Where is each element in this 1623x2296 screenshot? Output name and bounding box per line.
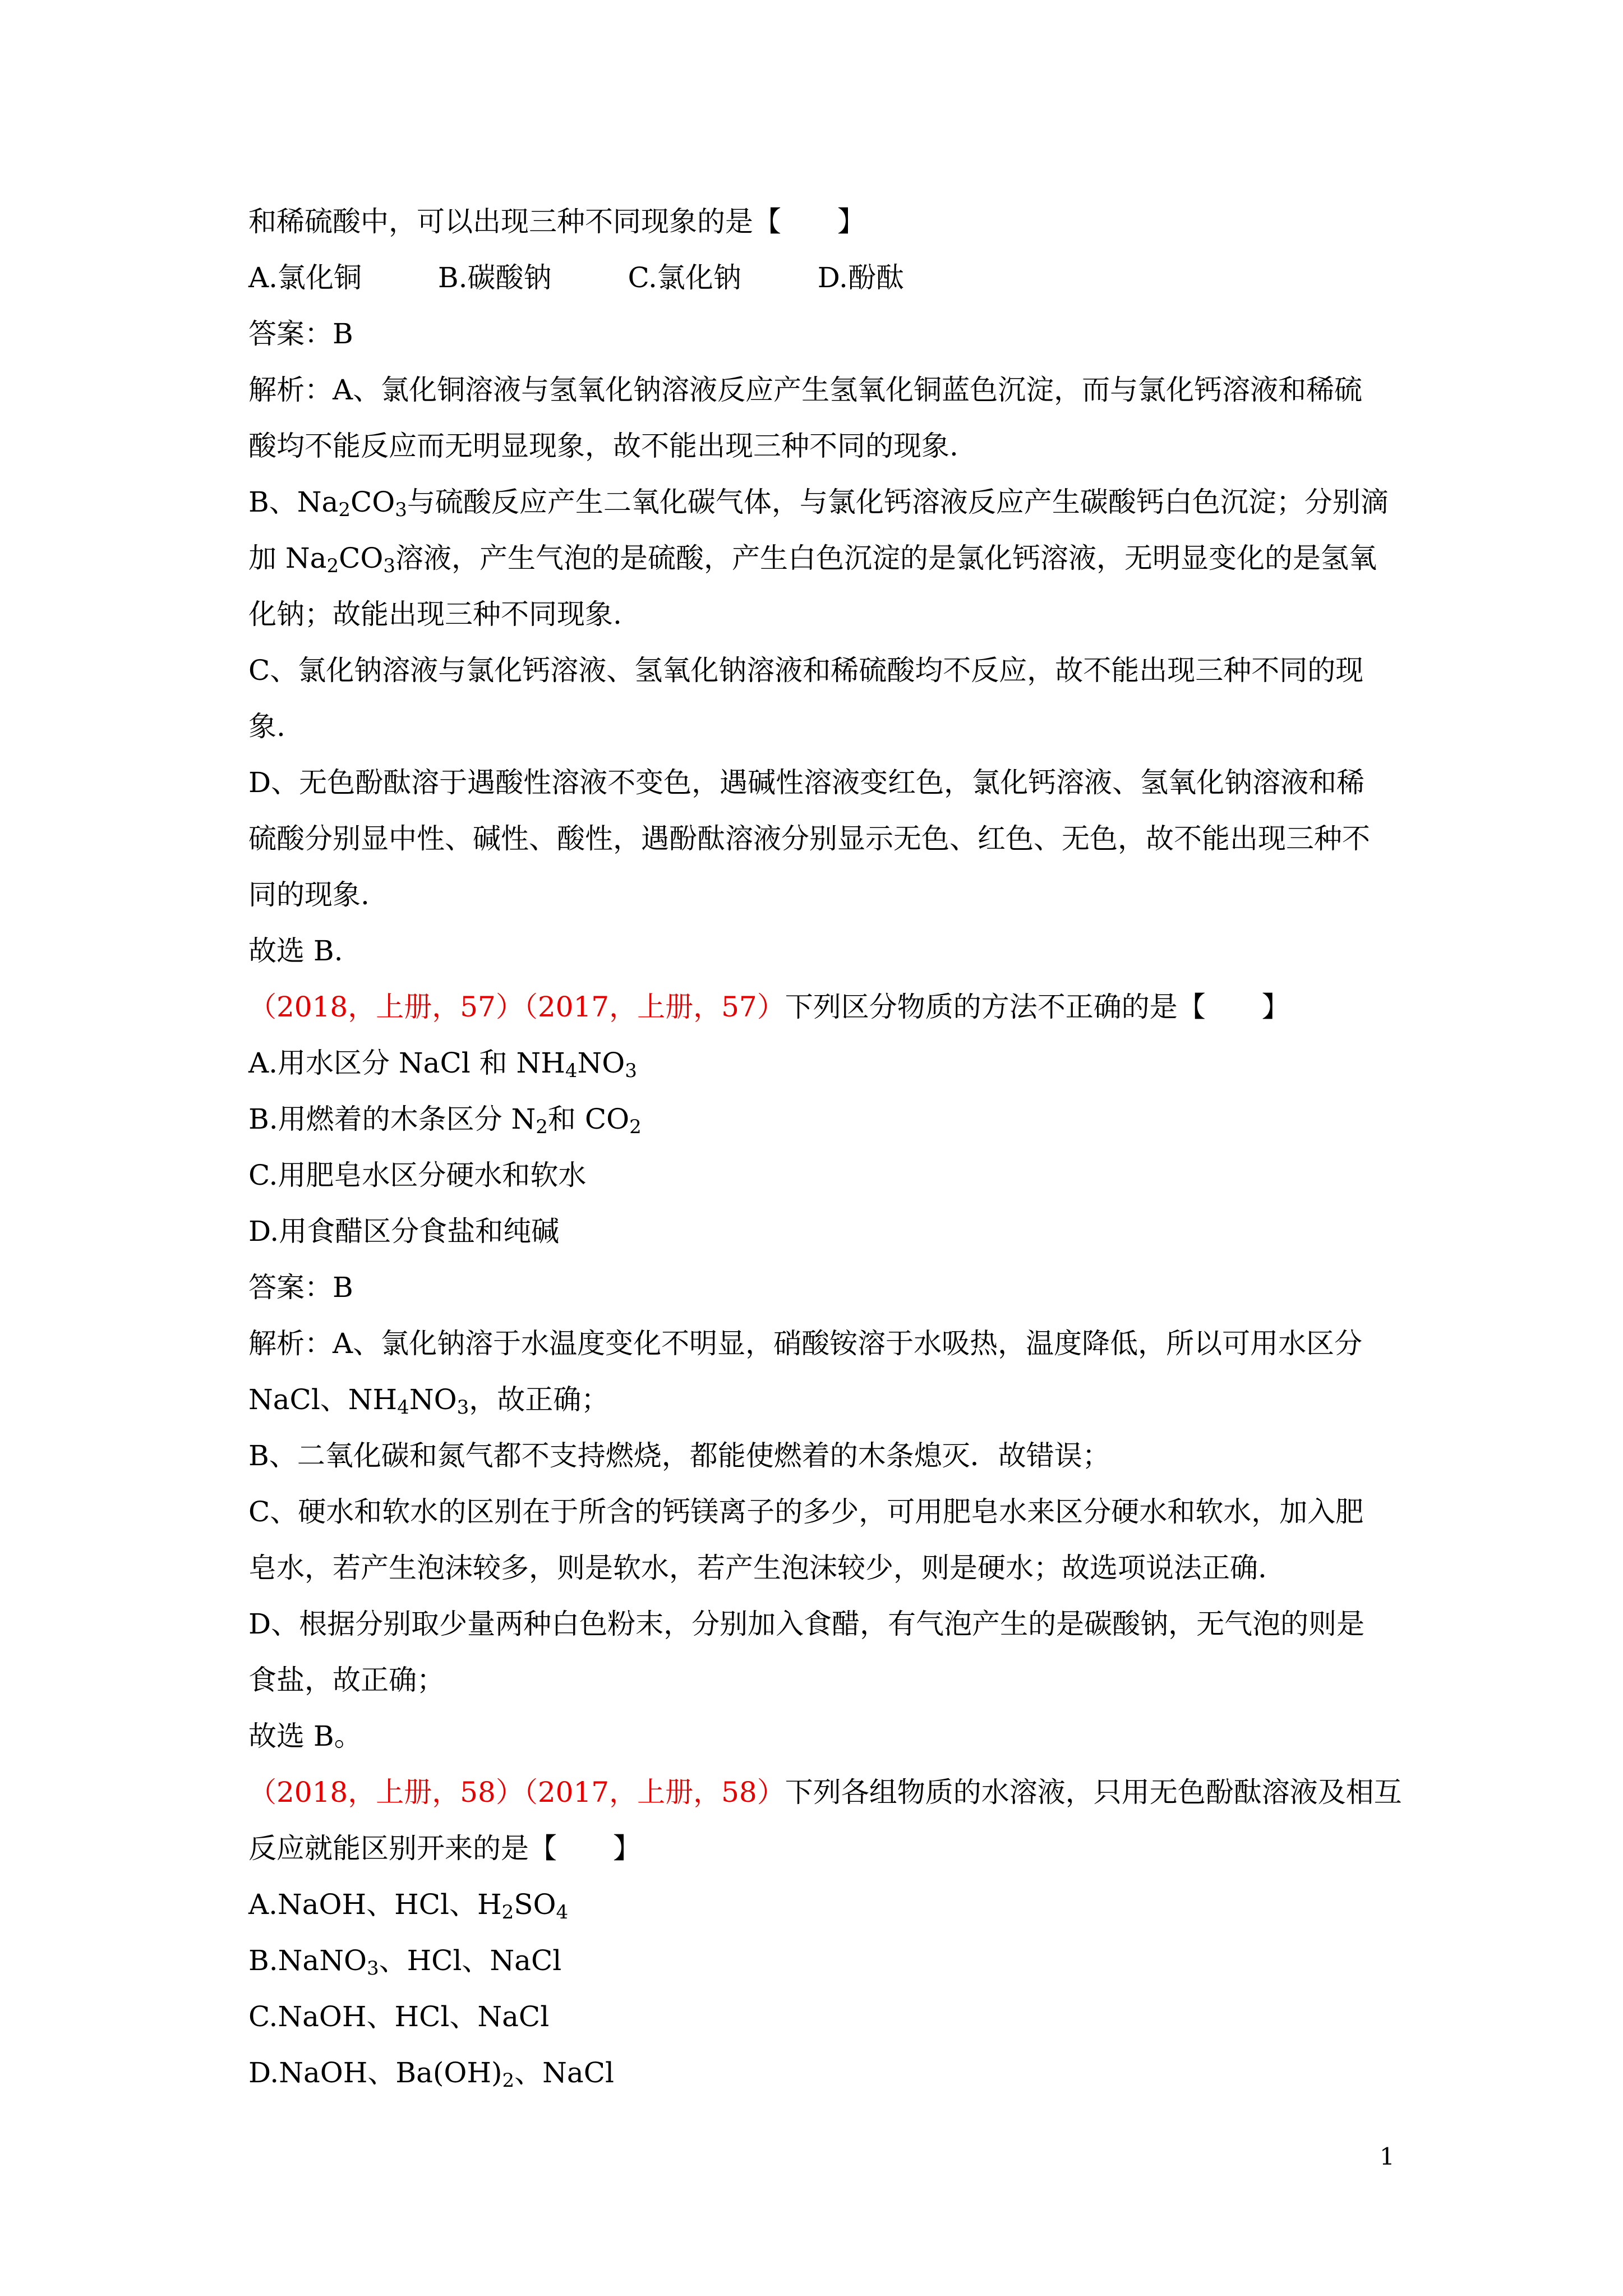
- question-58-option-d: D.NaOH、$Ba(OH)_2$、NaCl: [248, 2056, 614, 2092]
- question-58-source: （2018，上册，58）（2017，上册，58）: [248, 1776, 785, 1809]
- question-options: [248, 250, 1398, 306]
- question-57-option-b: B.用燃着的木条区分 $N_2$和 $CO_2$: [248, 1103, 642, 1138]
- question-57-answer: 答案：B: [248, 1271, 353, 1304]
- analysis-b-line1: B、$Na_2CO_3$与硫酸反应产生二氧化碳气体，与氯化钙溶液反应产生碳酸钙白色沉淀；分别滴: [248, 486, 1389, 521]
- question-58-stem-line1: （2018，上册，58）（2017，上册，58）下列各组物质的水溶液，只用无色酚酞溶液及相互: [248, 1776, 1402, 1809]
- option-d: D.酚酞: [817, 261, 904, 294]
- analysis-d-line2: 硫酸分别显中性、碱性、酸性，遇酚酞溶液分别显示无色、红色、无色，故不能出现三种不: [248, 822, 1370, 855]
- analysis-a-line2: 酸均不能反应而无明显现象，故不能出现三种不同的现象.: [248, 430, 958, 462]
- question-57-source: （2018，上册，57）（2017，上册，57）: [248, 991, 785, 1023]
- option-a: A.氯化铜: [248, 261, 362, 294]
- conclusion: 故选 B.: [248, 935, 343, 967]
- question-57-option-c: C.用肥皂水区分硬水和软水: [248, 1159, 587, 1191]
- question-57-stem: （2018，上册，57）（2017，上册，57）下列区分物质的方法不正确的是【 】: [248, 991, 1290, 1023]
- question-57-analysis-c-line1: C、硬水和软水的区别在于所含的钙镁离子的多少，可用肥皂水来区分硬水和软水，加入肥: [248, 1496, 1364, 1528]
- analysis-a-line1: 解析：A、氯化铜溶液与氢氧化钠溶液反应产生氢氧化铜蓝色沉淀，而与氯化钙溶液和稀硫: [248, 374, 1363, 406]
- question-58-option-b: B.NaNO$_3$、HCl、NaCl: [248, 1944, 562, 1980]
- analysis-c-line1: C、氯化钠溶液与氯化钙溶液、氢氧化钠溶液和稀硫酸均不反应，故不能出现三种不同的现: [248, 654, 1364, 687]
- question-57-option-d: D.用食醋区分食盐和纯碱: [248, 1215, 560, 1248]
- question-stem-continued: 和稀硫酸中，可以出现三种不同现象的是【 】: [248, 205, 865, 238]
- question-57-analysis-a-line1: 解析：A、氯化钠溶于水温度变化不明显，硝酸铵溶于水吸热，温度降低，所以可用水区分: [248, 1327, 1363, 1360]
- answer: 答案：B: [248, 318, 353, 350]
- question-57-option-a: A.用水区分 NaCl 和 $NH_4NO_3$: [248, 1047, 637, 1082]
- question-58-option-a: A.NaOH、HCl、$H_2SO_4$: [248, 1888, 569, 1924]
- question-58-option-c: C.NaOH、HCl、NaCl: [248, 2000, 550, 2033]
- question-57-conclusion: 故选 B。: [248, 1720, 362, 1752]
- page-content: [248, 194, 1402, 2101]
- analysis-c-line2: 象.: [248, 710, 285, 743]
- option-b: B.碳酸钠: [437, 261, 552, 294]
- analysis-d-line3: 同的现象.: [248, 878, 370, 911]
- option-c: C.氯化钠: [628, 261, 741, 294]
- question-57-analysis-c-line2: 皂水，若产生泡沫较多，则是软水，若产生泡沫较少，则是硬水；故选项说法正确.: [248, 1552, 1267, 1584]
- question-57-analysis-d-line1: D、根据分别取少量两种白色粉末，分别加入食醋，有气泡产生的是碳酸钠，无气泡的则是: [248, 1608, 1365, 1640]
- analysis-b-line2: 加 $Na_2CO_3$溶液，产生气泡的是硫酸，产生白色沉淀的是氯化钙溶液，无明显变化的是氢氧: [248, 542, 1377, 577]
- question-57-analysis-b: B、二氧化碳和氮气都不支持燃烧，都能使燃着的木条熄灭．故错误；: [248, 1439, 1110, 1472]
- question-57-analysis-a-line2: NaCl、$NH_4NO_3$，故正确；: [248, 1383, 610, 1419]
- analysis-b-line3: 化钠；故能出现三种不同现象.: [248, 598, 622, 631]
- page-number: 1: [1380, 2143, 1395, 2170]
- question-57-analysis-d-line2: 食盐，故正确；: [248, 1664, 445, 1696]
- question-58-stem-line2: 反应就能区别开来的是【 】: [248, 1832, 641, 1865]
- analysis-d-line1: D、无色酚酞溶于遇酸性溶液不变色，遇碱性溶液变红色，氯化钙溶液、氢氧化钠溶液和稀: [248, 766, 1365, 799]
